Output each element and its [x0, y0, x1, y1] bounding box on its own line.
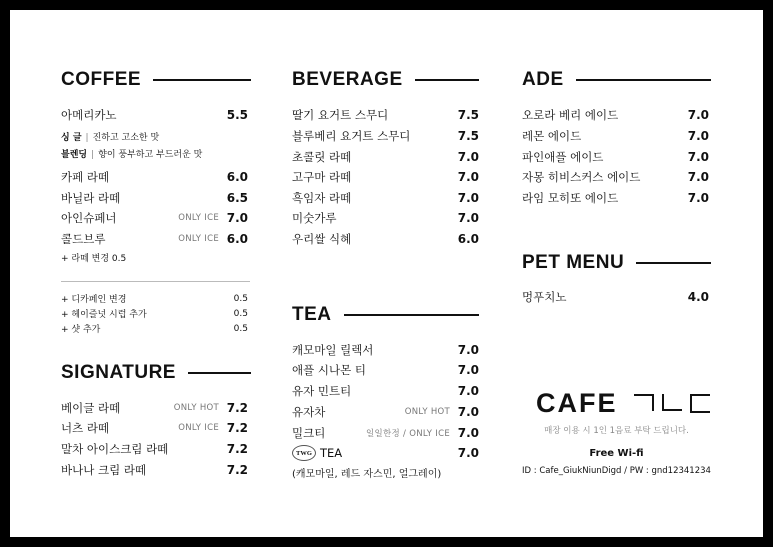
menu-board: [10, 10, 763, 537]
menu-item: [292, 210, 479, 226]
item-name: 멍푸치노: [522, 290, 567, 304]
item-name: 애플 시나몬 티: [292, 363, 366, 377]
item-name: 고구마 라떼: [292, 170, 352, 184]
item-name: 흑임자 라떼: [292, 191, 352, 205]
item-note: ONLY ICE: [178, 213, 219, 223]
menu-item: [522, 128, 709, 144]
item-price: 6.0: [457, 232, 479, 246]
item-name: 초콜릿 라떼: [292, 150, 352, 164]
item-name: 자몽 히비스커스 에이드: [522, 170, 641, 184]
extra-name: + 샷 추가: [61, 325, 101, 335]
extra-price: 0.5: [233, 293, 248, 304]
item-name: 미숫가루: [292, 211, 337, 225]
item-name: 카페 라떼: [61, 170, 110, 184]
item-name: 아메리카노: [61, 108, 117, 122]
menu-item: [61, 420, 248, 436]
section-rule: [636, 262, 711, 264]
item-price: 7.5: [457, 108, 479, 122]
item-name: 콜드브루: [61, 232, 106, 246]
tea-section-header: [292, 304, 479, 326]
item-name: 바나나 크림 라떼: [61, 463, 147, 477]
menu-item: [292, 149, 479, 165]
coffee-section-header: [61, 69, 251, 91]
item-name: 너츠 라떼: [61, 421, 110, 435]
item-price: 7.0: [457, 405, 479, 419]
menu-item: [292, 128, 479, 144]
coffee-title: COFFEE: [61, 69, 142, 90]
menu-item: [292, 404, 479, 420]
item-price: 7.0: [687, 129, 709, 143]
section-rule: [415, 79, 479, 81]
item-price: 7.2: [226, 442, 248, 456]
item-price: 7.2: [226, 463, 248, 477]
menu-item-twg: [292, 445, 479, 461]
extra-option: [61, 307, 248, 320]
item-price: 4.0: [687, 290, 709, 304]
giyeok-glyph: [634, 394, 654, 411]
item-price: 7.2: [226, 421, 248, 435]
item-price: 7.2: [226, 401, 248, 415]
beverage-section-header: [292, 69, 479, 91]
item-price: 5.5: [226, 108, 248, 122]
menu-item: [61, 400, 248, 416]
item-note: 일일한정 / ONLY ICE: [366, 429, 450, 439]
bean-separator: |: [85, 133, 89, 143]
item-name: 바닐라 라떼: [61, 191, 121, 205]
twg-logo: TWG: [292, 445, 316, 461]
extra-price: 0.5: [233, 308, 248, 319]
item-name: TEA: [320, 446, 343, 460]
order-policy: 매장 이용 시 1인 1음료 부탁 드립니다.: [544, 426, 689, 436]
menu-item: [522, 149, 709, 165]
item-name: 파인애플 에이드: [522, 150, 604, 164]
menu-item: [292, 362, 479, 378]
menu-item: [522, 107, 709, 123]
menu-item: [292, 169, 479, 185]
item-name: 유자 민트티: [292, 384, 352, 398]
extra-option: [61, 322, 248, 335]
item-name: 블루베리 요거트 스무디: [292, 129, 411, 143]
extra-option: [61, 292, 248, 305]
section-rule: [188, 372, 251, 374]
wifi-credentials: ID : Cafe_GiukNiunDigd / PW : gnd12341234: [522, 466, 711, 476]
menu-item: [61, 107, 248, 123]
item-price: 6.0: [226, 232, 248, 246]
menu-item: [292, 190, 479, 206]
tea-title: TEA: [292, 304, 332, 325]
signature-section-header: [61, 362, 251, 384]
pet-menu-title: PET MENU: [522, 252, 625, 273]
bean-label: 싱 글: [61, 133, 82, 143]
item-note: ONLY ICE: [178, 423, 219, 433]
bean-separator: |: [91, 150, 95, 160]
digeut-glyph: [690, 394, 710, 413]
bean-label: 블렌딩: [61, 150, 88, 160]
item-price: 7.0: [457, 150, 479, 164]
item-price: 7.0: [457, 343, 479, 357]
menu-item: [61, 169, 248, 185]
item-name: 베이글 라떼: [61, 401, 121, 415]
bean-option: [61, 147, 202, 160]
menu-item: [292, 383, 479, 399]
item-name: 유자차: [292, 405, 326, 419]
item-name: 우리쌀 식혜: [292, 232, 352, 246]
menu-item: [61, 231, 248, 247]
item-note: ONLY HOT: [404, 407, 450, 417]
section-rule: [576, 79, 711, 81]
item-price: 7.5: [457, 129, 479, 143]
item-price: 7.0: [457, 384, 479, 398]
item-price: 7.0: [226, 211, 248, 225]
cold-brew-option: + 라떼 변경 0.5: [61, 254, 127, 264]
menu-item: [292, 425, 479, 441]
extra-name: + 헤이즐넛 시럽 추가: [61, 310, 147, 320]
brand-mark: [634, 394, 710, 413]
item-price: 7.0: [457, 446, 479, 460]
menu-item: [522, 169, 709, 185]
item-name: 캐모마일 릴렉서: [292, 343, 374, 357]
ade-section-header: [522, 69, 711, 91]
item-price: 7.0: [457, 170, 479, 184]
menu-item: [61, 190, 248, 206]
item-note: ONLY ICE: [178, 234, 219, 244]
item-name: 아인슈페너: [61, 211, 117, 225]
ade-title: ADE: [522, 69, 564, 90]
item-price: 7.0: [687, 191, 709, 205]
menu-item: [292, 342, 479, 358]
item-price: 7.0: [687, 108, 709, 122]
extra-price: 0.5: [233, 323, 248, 334]
menu-item: [61, 462, 248, 478]
nieun-glyph: [662, 394, 682, 411]
item-price: 7.0: [687, 170, 709, 184]
extra-name: + 디카페인 변경: [61, 295, 127, 305]
twg-blend-list: (캐모마일, 레드 자스민, 얼그레이): [292, 469, 442, 480]
menu-item: [61, 441, 248, 457]
menu-item: [522, 289, 709, 305]
item-price: 6.5: [226, 191, 248, 205]
bean-desc: 진하고 고소한 맛: [92, 133, 160, 143]
wifi-title: Free Wi-fi: [589, 448, 644, 459]
item-price: 7.0: [457, 363, 479, 377]
menu-item: [61, 210, 248, 226]
item-name: 라임 모히또 에이드: [522, 191, 619, 205]
section-rule: [344, 314, 480, 316]
item-price: 7.0: [687, 150, 709, 164]
item-name: 말차 아이스크림 라떼: [61, 442, 169, 456]
beverage-title: BEVERAGE: [292, 69, 403, 90]
brand-name: CAFE: [536, 388, 618, 418]
menu-item: [522, 190, 709, 206]
menu-item: [292, 231, 479, 247]
bean-option: [61, 130, 159, 143]
section-rule: [153, 79, 251, 81]
item-price: 7.0: [457, 211, 479, 225]
item-name: 딸기 요거트 스무디: [292, 108, 389, 122]
item-name: 밀크티: [292, 426, 326, 440]
menu-item: [292, 107, 479, 123]
item-price: 7.0: [457, 191, 479, 205]
pet-menu-section-header: [522, 252, 711, 274]
item-note: ONLY HOT: [173, 403, 219, 413]
signature-title: SIGNATURE: [61, 362, 176, 383]
item-name: 오로라 베리 에이드: [522, 108, 619, 122]
item-name: 레몬 에이드: [522, 129, 582, 143]
item-price: 7.0: [457, 426, 479, 440]
bean-desc: 향이 풍부하고 부드러운 맛: [98, 150, 203, 160]
divider: [61, 281, 250, 282]
item-price: 6.0: [226, 170, 248, 184]
brand-logo: [536, 388, 710, 419]
